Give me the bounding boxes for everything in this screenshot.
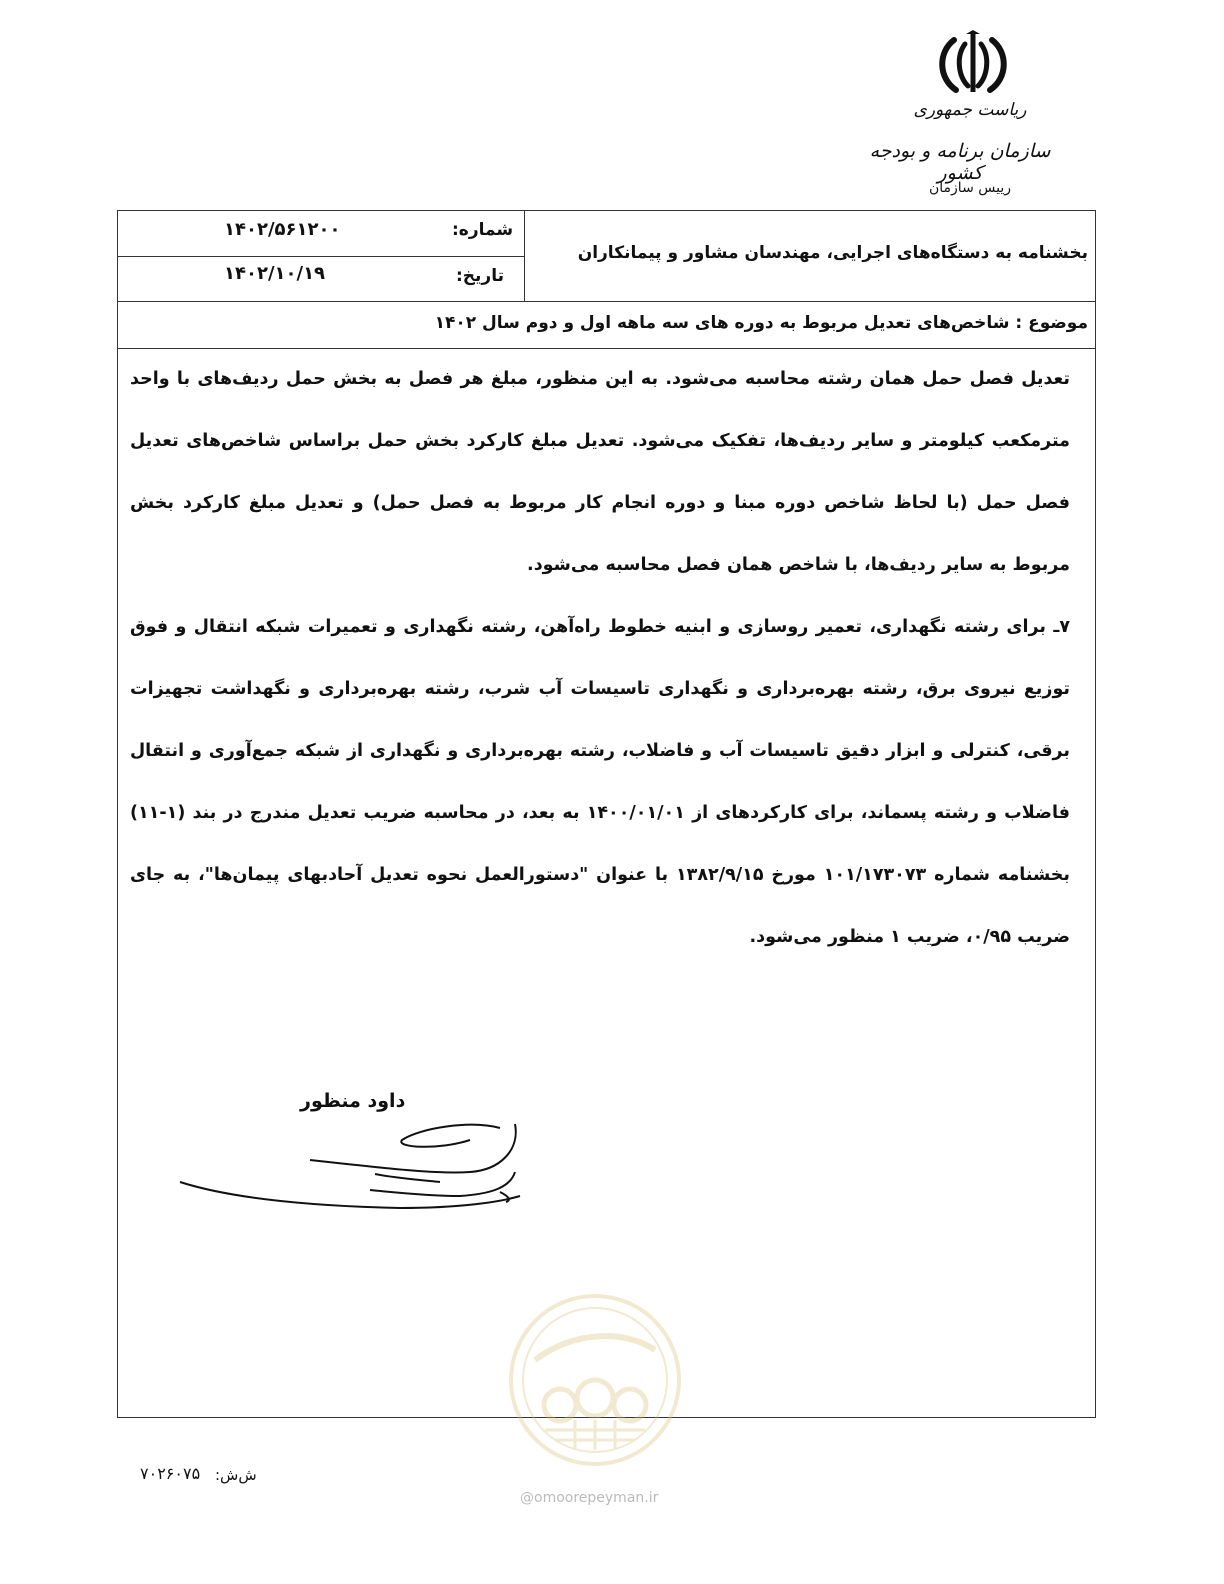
- body-paragraph: تعدیل فصل حمل همان رشته محاسبه می‌شود. به این منظور، مبلغ هر فصل به بخش حمل ردیف‌های با واحد مترمکعب کیلومتر و سایر ردیف‌ها، تفکیک می‌شود. تعدیل مبلغ کارکرد بخش حمل براساس شاخص‌های تعدیل فصل حمل (با لحاظ شاخص دوره مبنا و دوره انجام کار مربوط به فصل حمل) و تعدیل مبلغ کارکرد بخش مربوط به سایر ردیف‌ها، با شاخص همان فصل محاسبه می‌شود.: [130, 369, 1070, 575]
- org-line-presidency: ریاست جمهوری: [913, 100, 1027, 120]
- org-line-organization: سازمان برنامه و بودجه کشور: [869, 140, 1051, 184]
- handwritten-signature: [170, 1110, 540, 1220]
- watermark-logo: [505, 1290, 685, 1470]
- body-paragraph: ۷ـ برای رشته نگهداری، تعمیر روسازی و ابنیه خطوط راه‌آهن، رشته نگهداری و تعمیرات شبکه انتقال و فوق توزیع نیروی برق، رشته بهره‌برداری و نگهداری تاسیسات آب شرب، رشته بهره‌برداری و نگهداشت تجهیزات برقی، کنترلی و ابزار دقیق تاسیسات آب و فاضلاب، رشته بهره‌برداری و نگهداری از شبکه جمع‌آوری و انتقال فاضلاب و رشته پسماند، برای کارکردهای از ۱۴۰۰/۰۱/۰۱ به بعد، در محاسبه ضریب تعدیل مندرج در بند (۱-۱۱) بخشنامه شماره ۱۰۱/۱۷۳۰۷۳ مورخ ۱۳۸۲/۹/۱۵ با عنوان "دستورالعمل نحوه تعدیل آحادبهای پیمان‌ها"، به جای ضریب ۰/۹۵، ضریب ۱ منظور می‌شود.: [130, 617, 1070, 947]
- signer-name: داود منظور: [300, 1090, 406, 1112]
- org-line-head: رییس سازمان: [929, 180, 1011, 196]
- date-value: ۱۴۰۲/۱۰/۱۹: [224, 263, 326, 284]
- number-value: ۱۴۰۲/۵۶۱۲۰۰: [224, 219, 341, 240]
- date-label: تاریخ:: [456, 266, 504, 286]
- iran-emblem-icon: [932, 30, 1014, 100]
- subject: موضوع : شاخص‌های تعدیل مربوط به دوره های سه ماهه اول و دوم سال ۱۴۰۲: [434, 313, 1088, 333]
- serial-label: ش‌ش:: [215, 1466, 257, 1484]
- website-watermark: @omoorepeyman.ir: [520, 1490, 659, 1506]
- number-label: شماره:: [452, 220, 514, 240]
- serial-number: ۷۰۲۶۰۷۵: [140, 1464, 201, 1483]
- letter-body: [130, 348, 1070, 968]
- addressee: بخشنامه به دستگاه‌های اجرایی، مهندسان مشاور و پیمانکاران: [577, 243, 1088, 263]
